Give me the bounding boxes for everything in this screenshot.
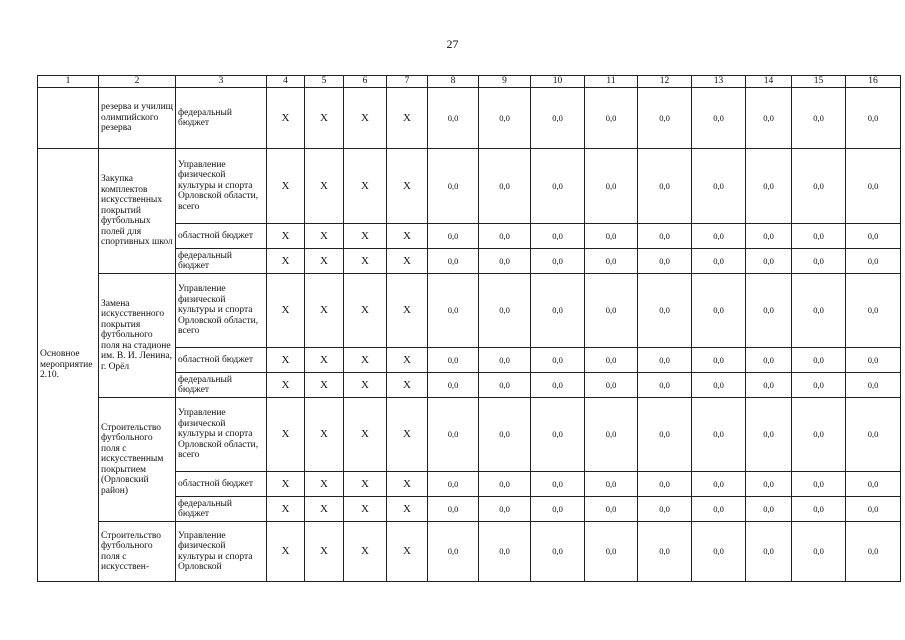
x-mark-cell: Х (305, 472, 344, 497)
value-cell: 0,0 (638, 522, 692, 582)
value-cell: 0,0 (746, 274, 792, 348)
value-cell: 0,0 (746, 249, 792, 274)
value-cell: 0,0 (428, 224, 479, 249)
value-cell: 0,0 (846, 249, 901, 274)
x-mark-cell: Х (267, 224, 305, 249)
value-cell: 0,0 (585, 149, 638, 224)
x-mark-cell: Х (267, 348, 305, 373)
value-cell: 0,0 (692, 149, 746, 224)
x-mark-cell: Х (387, 522, 428, 582)
value-cell: 0,0 (479, 249, 531, 274)
value-cell: 0,0 (428, 398, 479, 472)
value-cell: 0,0 (428, 348, 479, 373)
funding-source: Управление физической культуры и спорта Орловской (176, 522, 267, 582)
value-cell: 0,0 (479, 497, 531, 522)
value-cell: 0,0 (638, 249, 692, 274)
column-header: 16 (846, 76, 901, 88)
value-cell: 0,0 (428, 149, 479, 224)
funding-source: Управление физической культуры и спорта Орловской области, всего (176, 398, 267, 472)
x-mark-cell: Х (387, 348, 428, 373)
value-cell: 0,0 (792, 522, 846, 582)
value-cell: 0,0 (585, 522, 638, 582)
value-cell: 0,0 (638, 224, 692, 249)
value-cell: 0,0 (531, 497, 585, 522)
subitem-text: Строительство футбольного поля с искусствен- (99, 522, 176, 582)
value-cell: 0,0 (692, 373, 746, 398)
column-header: 5 (305, 76, 344, 88)
value-cell: 0,0 (585, 88, 638, 149)
value-cell: 0,0 (428, 88, 479, 149)
value-cell: 0,0 (479, 224, 531, 249)
x-mark-cell: Х (387, 497, 428, 522)
value-cell: 0,0 (846, 224, 901, 249)
value-cell: 0,0 (585, 274, 638, 348)
value-cell: 0,0 (428, 497, 479, 522)
value-cell: 0,0 (792, 472, 846, 497)
x-mark-cell: Х (267, 88, 305, 149)
value-cell: 0,0 (692, 88, 746, 149)
value-cell: 0,0 (638, 472, 692, 497)
value-cell: 0,0 (638, 149, 692, 224)
value-cell: 0,0 (585, 224, 638, 249)
value-cell: 0,0 (792, 348, 846, 373)
x-mark-cell: Х (305, 149, 344, 224)
value-cell: 0,0 (585, 348, 638, 373)
value-cell: 0,0 (585, 472, 638, 497)
value-cell: 0,0 (692, 249, 746, 274)
x-mark-cell: Х (344, 224, 387, 249)
value-cell: 0,0 (531, 274, 585, 348)
column-header: 11 (585, 76, 638, 88)
value-cell: 0,0 (792, 373, 846, 398)
x-mark-cell: Х (344, 274, 387, 348)
value-cell: 0,0 (846, 398, 901, 472)
value-cell: 0,0 (746, 522, 792, 582)
x-mark-cell: Х (305, 274, 344, 348)
value-cell: 0,0 (692, 348, 746, 373)
page-number: 27 (446, 37, 459, 51)
value-cell: 0,0 (638, 398, 692, 472)
column-header: 1 (38, 76, 99, 88)
value-cell: 0,0 (692, 398, 746, 472)
value-cell: 0,0 (792, 149, 846, 224)
column-header: 12 (638, 76, 692, 88)
value-cell: 0,0 (428, 249, 479, 274)
value-cell: 0,0 (846, 472, 901, 497)
value-cell: 0,0 (746, 497, 792, 522)
x-mark-cell: Х (305, 398, 344, 472)
table-row (38, 149, 901, 224)
x-mark-cell: Х (305, 497, 344, 522)
value-cell: 0,0 (746, 472, 792, 497)
x-mark-cell: Х (305, 249, 344, 274)
funding-source: федеральный бюджет (176, 88, 267, 149)
column-header: 3 (176, 76, 267, 88)
x-mark-cell: Х (344, 88, 387, 149)
value-cell: 0,0 (792, 88, 846, 149)
column-header: 15 (792, 76, 846, 88)
value-cell: 0,0 (792, 274, 846, 348)
value-cell: 0,0 (585, 398, 638, 472)
funding-source: федеральный бюджет (176, 373, 267, 398)
value-cell: 0,0 (585, 497, 638, 522)
column-header: 8 (428, 76, 479, 88)
main-event-cell: Основное мероприятие 2.10. (38, 149, 99, 582)
value-cell: 0,0 (638, 373, 692, 398)
subitem-text: Строительство футбольного поля с искусственным покрытием (Орловский район) (99, 398, 176, 522)
value-cell: 0,0 (638, 274, 692, 348)
value-cell: 0,0 (692, 497, 746, 522)
value-cell: 0,0 (846, 497, 901, 522)
subitem-text: Закупка комплектов искусственных покрытий футбольных полей для спортивных школ (99, 149, 176, 274)
value-cell: 0,0 (792, 249, 846, 274)
x-mark-cell: Х (387, 224, 428, 249)
value-cell: 0,0 (531, 472, 585, 497)
table-row (38, 398, 901, 472)
value-cell: 0,0 (792, 497, 846, 522)
x-mark-cell: Х (387, 472, 428, 497)
value-cell: 0,0 (638, 497, 692, 522)
value-cell: 0,0 (531, 348, 585, 373)
x-mark-cell: Х (305, 88, 344, 149)
table-row (38, 274, 901, 348)
value-cell: 0,0 (585, 373, 638, 398)
value-cell: 0,0 (531, 398, 585, 472)
column-header: 9 (479, 76, 531, 88)
value-cell: 0,0 (792, 398, 846, 472)
value-cell: 0,0 (531, 224, 585, 249)
value-cell: 0,0 (638, 348, 692, 373)
column-header: 13 (692, 76, 746, 88)
funding-source: Управление физической культуры и спорта Орловской области, всего (176, 274, 267, 348)
x-mark-cell: Х (267, 274, 305, 348)
value-cell: 0,0 (531, 522, 585, 582)
x-mark-cell: Х (305, 348, 344, 373)
x-mark-cell: Х (305, 224, 344, 249)
value-cell: 0,0 (692, 522, 746, 582)
funding-source: областной бюджет (176, 348, 267, 373)
value-cell: 0,0 (746, 373, 792, 398)
value-cell: 0,0 (846, 149, 901, 224)
value-cell: 0,0 (746, 88, 792, 149)
x-mark-cell: Х (387, 249, 428, 274)
value-cell: 0,0 (428, 373, 479, 398)
column-header: 10 (531, 76, 585, 88)
funding-source: областной бюджет (176, 472, 267, 497)
x-mark-cell: Х (305, 373, 344, 398)
x-mark-cell: Х (344, 472, 387, 497)
value-cell: 0,0 (531, 88, 585, 149)
value-cell: 0,0 (531, 373, 585, 398)
value-cell: 0,0 (746, 149, 792, 224)
column-header: 4 (267, 76, 305, 88)
x-mark-cell: Х (387, 373, 428, 398)
x-mark-cell: Х (267, 373, 305, 398)
x-mark-cell: Х (267, 149, 305, 224)
x-mark-cell: Х (267, 522, 305, 582)
x-mark-cell: Х (387, 274, 428, 348)
table-row (38, 88, 901, 149)
subitem-text: Замена искусственного покрытия футбольного поля на стадионе им. В. И. Ленина, г. Орёл (99, 274, 176, 398)
x-mark-cell: Х (267, 497, 305, 522)
column-header: 7 (387, 76, 428, 88)
value-cell: 0,0 (479, 149, 531, 224)
header-row (38, 76, 901, 88)
event-cell-empty (38, 88, 99, 149)
value-cell: 0,0 (531, 149, 585, 224)
value-cell: 0,0 (428, 274, 479, 348)
value-cell: 0,0 (846, 274, 901, 348)
x-mark-cell: Х (387, 398, 428, 472)
value-cell: 0,0 (428, 472, 479, 497)
value-cell: 0,0 (846, 348, 901, 373)
value-cell: 0,0 (846, 522, 901, 582)
value-cell: 0,0 (479, 472, 531, 497)
funding-source: федеральный бюджет (176, 497, 267, 522)
subitem-text: резерва и училищ олимпийского резерва (99, 88, 176, 149)
column-header: 2 (99, 76, 176, 88)
x-mark-cell: Х (387, 88, 428, 149)
funding-source: федеральный бюджет (176, 249, 267, 274)
x-mark-cell: Х (344, 373, 387, 398)
value-cell: 0,0 (692, 274, 746, 348)
column-header: 14 (746, 76, 792, 88)
value-cell: 0,0 (479, 88, 531, 149)
funding-source: Управление физической культуры и спорта Орловской области, всего (176, 149, 267, 224)
x-mark-cell: Х (387, 149, 428, 224)
value-cell: 0,0 (692, 472, 746, 497)
value-cell: 0,0 (428, 522, 479, 582)
x-mark-cell: Х (267, 398, 305, 472)
column-header: 6 (344, 76, 387, 88)
value-cell: 0,0 (746, 348, 792, 373)
value-cell: 0,0 (479, 373, 531, 398)
value-cell: 0,0 (479, 522, 531, 582)
value-cell: 0,0 (479, 398, 531, 472)
x-mark-cell: Х (305, 522, 344, 582)
value-cell: 0,0 (746, 224, 792, 249)
funding-source: областной бюджет (176, 224, 267, 249)
x-mark-cell: Х (267, 472, 305, 497)
value-cell: 0,0 (479, 274, 531, 348)
value-cell: 0,0 (479, 348, 531, 373)
x-mark-cell: Х (344, 497, 387, 522)
value-cell: 0,0 (531, 249, 585, 274)
x-mark-cell: Х (344, 348, 387, 373)
x-mark-cell: Х (344, 149, 387, 224)
value-cell: 0,0 (692, 224, 746, 249)
x-mark-cell: Х (344, 522, 387, 582)
x-mark-cell: Х (267, 249, 305, 274)
value-cell: 0,0 (846, 373, 901, 398)
budget-table (37, 75, 901, 582)
value-cell: 0,0 (792, 224, 846, 249)
x-mark-cell: Х (344, 249, 387, 274)
value-cell: 0,0 (585, 249, 638, 274)
table-row (38, 522, 901, 582)
value-cell: 0,0 (746, 398, 792, 472)
value-cell: 0,0 (846, 88, 901, 149)
value-cell: 0,0 (638, 88, 692, 149)
x-mark-cell: Х (344, 398, 387, 472)
